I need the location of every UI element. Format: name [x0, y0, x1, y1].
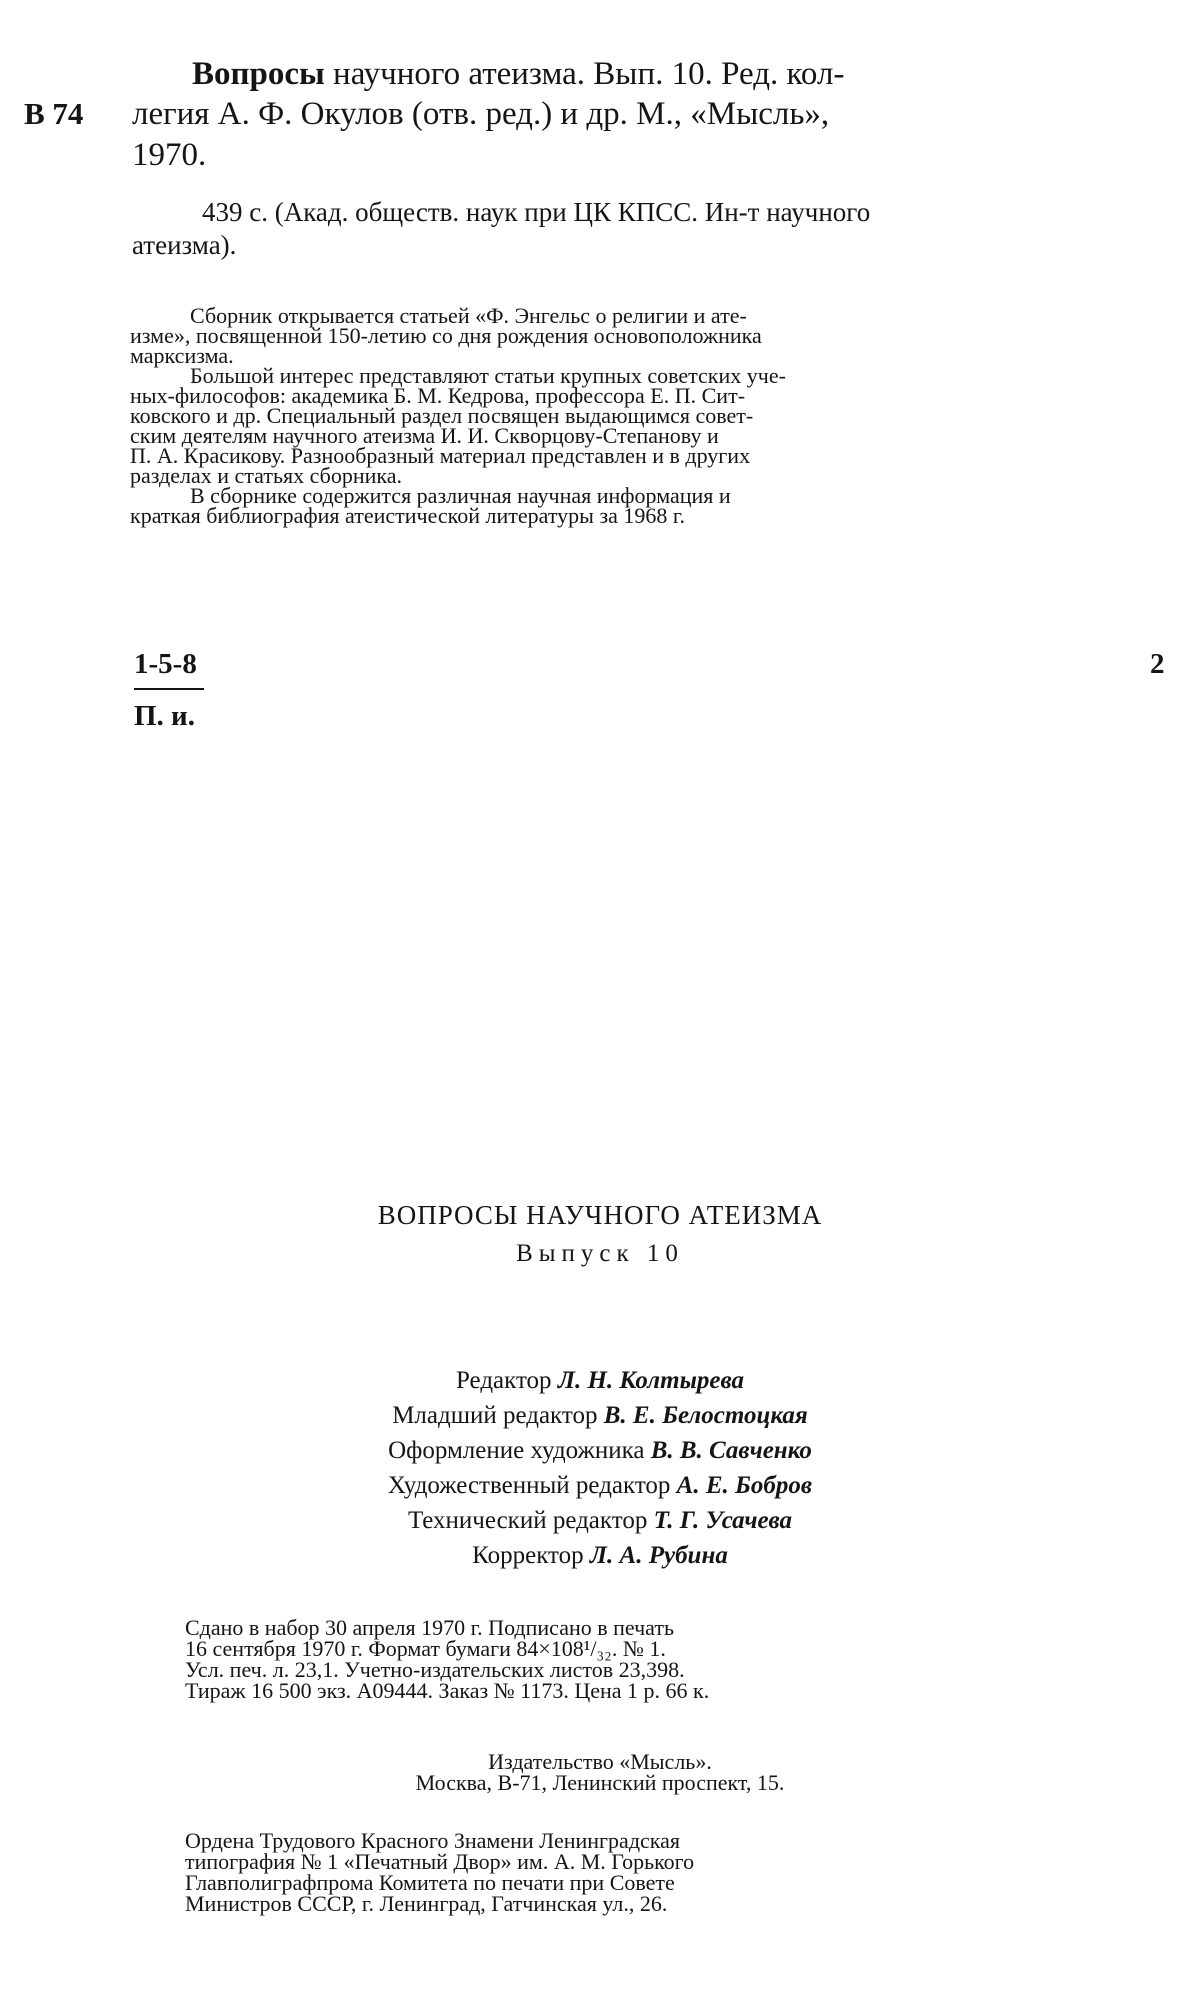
staff-role: Корректор: [472, 1542, 584, 1569]
printer-line: Ордена Трудового Красного Знамени Ленинградская: [185, 1828, 681, 1853]
editorial-staff: [0, 1363, 1200, 1573]
print-detail-line: 16 сентября 1970 г. Формат бумаги 84×108¹/₃₂. № 1.: [185, 1636, 666, 1661]
printer-info: [185, 1830, 694, 1914]
catalog-index-code: В 74: [24, 96, 84, 131]
annotation-line: ским деятелям научного атеизма И. И. Скворцову-Степанову и: [130, 423, 719, 448]
code-divider: [134, 688, 204, 690]
pages-line-2: атеизма).: [132, 229, 237, 260]
classification-subcode: П. и.: [134, 700, 196, 732]
printer-line: типография № 1 «Печатный Двор» им. А. М. Горького: [185, 1849, 695, 1874]
annotation-line: ных-философов: академика Б. М. Кедрова, профессора Е. П. Сит-: [130, 383, 746, 408]
annotation-line: марксизма.: [130, 343, 234, 368]
annotation-line: В сборнике содержится различная научная информация и: [190, 483, 731, 508]
annotation-line: изме», посвященной 150-летию со дня рождения основоположника: [130, 323, 762, 348]
staff-name: В. В. Савченко: [650, 1437, 812, 1464]
staff-line: [0, 1538, 1200, 1573]
card-number: 2: [1150, 648, 1165, 680]
staff-line: [0, 1433, 1200, 1468]
publisher-line: Издательство «Мысль».: [488, 1749, 712, 1774]
staff-name: В. Е. Белостоцкая: [603, 1402, 808, 1429]
classification-code: 1-5-8: [134, 648, 197, 680]
annotation: [130, 303, 1180, 528]
staff-line: [0, 1363, 1200, 1398]
staff-name: Л. А. Рубина: [589, 1542, 728, 1569]
print-details: [185, 1617, 709, 1701]
publisher-info: [0, 1751, 1200, 1793]
annotation-line: краткая библиография атеистической литературы за 1968 г.: [130, 503, 685, 528]
title-line-1: научного атеизма. Вып. 10. Ред. кол-: [324, 56, 845, 92]
print-detail-line: Сдано в набор 30 апреля 1970 г. Подписано в печать: [185, 1615, 675, 1640]
staff-role: Редактор: [455, 1367, 552, 1394]
title-bold-word: Вопросы: [192, 56, 325, 92]
staff-name: Л. Н. Колтырева: [557, 1367, 745, 1394]
staff-line: [0, 1503, 1200, 1538]
annotation-line: разделах и статьях сборника.: [130, 463, 403, 488]
bibliographic-title: [132, 54, 1172, 175]
pages-info: [132, 196, 1182, 262]
printer-line: Министров СССР, г. Ленинград, Гатчинская ул., 26.: [185, 1891, 668, 1916]
staff-role: Художественный редактор: [387, 1472, 671, 1499]
annotation-line: Большой интерес представляют статьи крупных советских уче-: [190, 363, 786, 388]
staff-role: Оформление художника: [388, 1437, 645, 1464]
staff-line: [0, 1468, 1200, 1503]
staff-name: Т. Г. Усачева: [653, 1507, 793, 1534]
staff-role: Технический редактор: [407, 1507, 648, 1534]
publisher-line: Москва, В-71, Ленинский проспект, 15.: [415, 1770, 785, 1795]
print-detail-line: Усл. печ. л. 23,1. Учетно-издательских листов 23,398.: [185, 1657, 685, 1682]
pages-line-1: 439 с. (Акад. обществ. наук при ЦК КПСС. Ин-т научного: [202, 197, 871, 227]
staff-role: Младший редактор: [392, 1402, 598, 1429]
annotation-line: П. А. Красикову. Разнообразный материал представлен и в других: [130, 443, 751, 468]
imprint-title: ВОПРОСЫ НАУЧНОГО АТЕИЗМА: [377, 1200, 823, 1230]
staff-line: [0, 1398, 1200, 1433]
print-detail-line: Тираж 16 500 экз. А09444. Заказ № 1173. Цена 1 р. 66 к.: [185, 1678, 710, 1703]
printer-line: Главполиграфпрома Комитета по печати при Совете: [185, 1870, 675, 1895]
staff-name: А. Е. Бобров: [676, 1472, 813, 1499]
title-line-2: легия А. Ф. Окулов (отв. ред.) и др. М., «Мысль»,: [132, 96, 830, 133]
annotation-line: ковского и др. Специальный раздел посвящен выдающимся совет-: [130, 403, 754, 428]
annotation-line: Сборник открывается статьей «Ф. Энгельс о религии и ате-: [190, 303, 747, 328]
title-line-3: 1970.: [132, 136, 207, 173]
imprint-issue: Выпуск 10: [516, 1240, 684, 1267]
